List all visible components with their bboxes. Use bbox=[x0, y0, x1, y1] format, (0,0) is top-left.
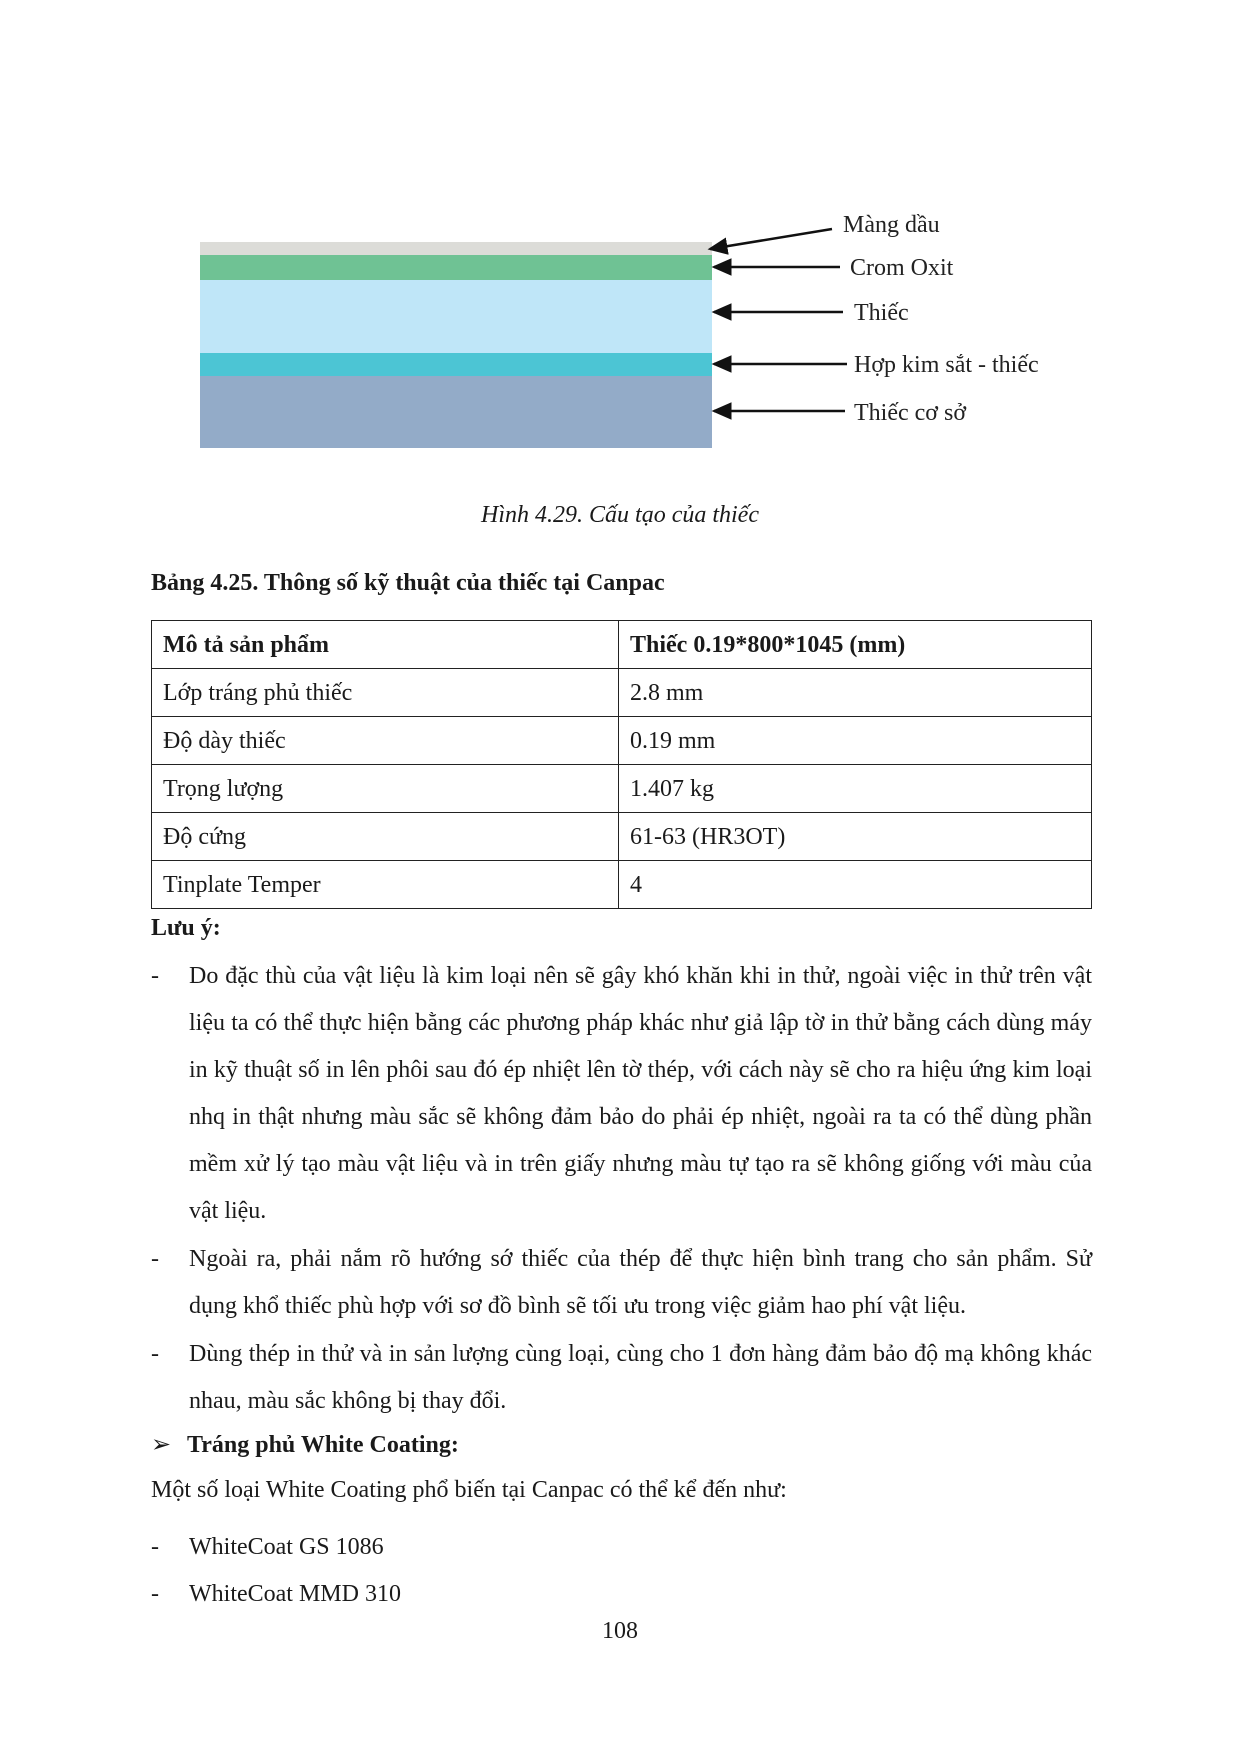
section-heading bbox=[151, 1430, 459, 1459]
table-cell: 4 bbox=[619, 861, 1092, 909]
tin-layer bbox=[200, 280, 712, 353]
section-heading-text: Tráng phủ White Coating: bbox=[187, 1432, 459, 1458]
iron-tin-alloy-layer bbox=[200, 353, 712, 376]
list-item-text: WhiteCoat MMD 310 bbox=[189, 1581, 401, 1607]
table-row bbox=[152, 861, 1092, 909]
table-cell: 0.19 mm bbox=[619, 717, 1092, 765]
table-row bbox=[152, 765, 1092, 813]
table-header-row bbox=[152, 621, 1092, 669]
oil-film-label: Màng dầu bbox=[843, 212, 940, 238]
tin-label: Thiếc bbox=[854, 300, 909, 326]
table-cell: Độ cứng bbox=[152, 813, 619, 861]
list-item bbox=[151, 1571, 1092, 1618]
figure-caption: Hình 4.29. Cấu tạo của thiếc bbox=[481, 502, 759, 528]
page-number: 108 bbox=[602, 1618, 638, 1644]
list-dash: - bbox=[151, 1246, 159, 1272]
list-item-text: WhiteCoat GS 1086 bbox=[189, 1534, 384, 1560]
spec-table bbox=[151, 620, 1092, 909]
note-text: Do đặc thù của vật liệu là kim loại nên sẽ gây khó khăn khi in thử, ngoài việc in thử trên vật liệu ta có thể thực hiện bằng các phương pháp khác như giả lập tờ in thử bằng cách dùng máy in kỹ thuật số in lên phôi sau đó ép nhiệt lên tờ thép, với cách này sẽ cho ra hiệu ứng kim loại nhq in thật nhưng màu sắc sẽ không đảm bảo do phải ép nhiệt, ngoài ra ta có thể dùng phần mềm xử lý tạo màu vật liệu và in trên giấy nhưng màu tự tạo ra sẽ không giống với màu của vật liệu. bbox=[189, 963, 1092, 1224]
base-steel-layer bbox=[200, 376, 712, 448]
table-cell: Độ dày thiếc bbox=[152, 717, 619, 765]
table-row bbox=[152, 813, 1092, 861]
table-title: Bảng 4.25. Thông số kỹ thuật của thiếc tại Canpac bbox=[151, 570, 665, 596]
table-cell: Trọng lượng bbox=[152, 765, 619, 813]
note-text: Dùng thép in thử và in sản lượng cùng loại, cùng cho 1 đơn hàng đảm bảo độ mạ không khác nhau, màu sắc không bị thay đổi. bbox=[189, 1341, 1092, 1414]
table-cell: Lớp tráng phủ thiếc bbox=[152, 669, 619, 717]
list-dash: - bbox=[151, 1341, 159, 1367]
note-item bbox=[151, 953, 1092, 1235]
chrome-oxide-label: Crom Oxit bbox=[850, 255, 954, 281]
note-item bbox=[151, 1331, 1092, 1425]
note-item bbox=[151, 1236, 1092, 1330]
table-cell: 2.8 mm bbox=[619, 669, 1092, 717]
list-dash: - bbox=[151, 963, 159, 989]
iron-tin-alloy-label: Hợp kim sắt - thiếc bbox=[854, 352, 1039, 378]
list-dash: - bbox=[151, 1534, 159, 1560]
list-item bbox=[151, 1524, 1092, 1571]
table-row bbox=[152, 669, 1092, 717]
tinplate-structure-figure bbox=[0, 0, 1240, 480]
chrome-oxide-layer bbox=[200, 255, 712, 280]
table-cell: 61-63 (HR3OT) bbox=[619, 813, 1092, 861]
section-intro: Một số loại White Coating phổ biến tại Canpac có thể kể đến như: bbox=[151, 1477, 787, 1503]
note-text: Ngoài ra, phải nắm rõ hướng sớ thiếc của thép để thực hiện bình trang cho sản phẩm. Sử dụng khổ thiếc phù hợp với sơ đồ bình sẽ tối ưu trong việc giảm hao phí vật liệu. bbox=[189, 1246, 1092, 1319]
oil-film-arrow bbox=[710, 229, 832, 249]
table-row bbox=[152, 717, 1092, 765]
arrow-bullet-icon: ➢ bbox=[151, 1432, 172, 1458]
list-dash: - bbox=[151, 1581, 159, 1607]
notes-title: Lưu ý: bbox=[151, 915, 221, 941]
table-cell: Tinplate Temper bbox=[152, 861, 619, 909]
base-steel-label: Thiếc cơ sở bbox=[854, 400, 967, 426]
table-cell: 1.407 kg bbox=[619, 765, 1092, 813]
oil-film-layer bbox=[200, 242, 712, 255]
table-header-cell: Mô tả sản phẩm bbox=[152, 621, 619, 669]
table-header-cell: Thiếc 0.19*800*1045 (mm) bbox=[619, 621, 1092, 669]
